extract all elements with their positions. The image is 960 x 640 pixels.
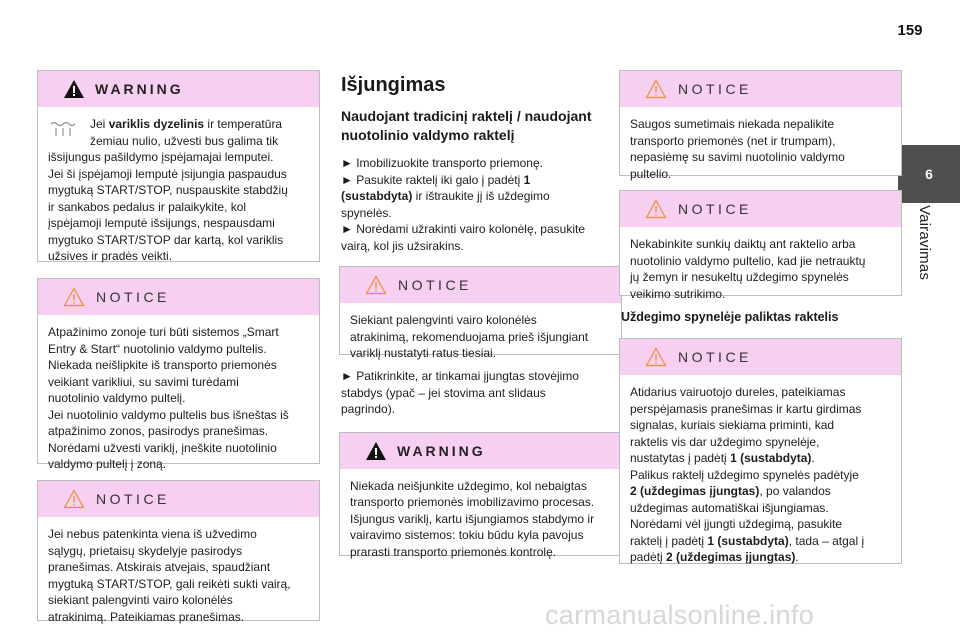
notice-line: signalas, kuriais siekiama priminti, kad — [630, 418, 835, 432]
notice-line: nepasiėmę su savimi nuotolinio valdymo — [630, 150, 845, 164]
notice-title: NOTICE — [96, 289, 170, 305]
notice-body — [620, 227, 901, 312]
notice-line: perspėjamasis pranešimas ir kartu girdimas — [630, 401, 862, 416]
step-line: ► Imobilizuokite transporto priemonę. — [341, 156, 543, 170]
notice-line: siekiant palengvinti vairo kolonėlės — [48, 593, 233, 607]
notice-line: raktelį į padėtį 1 (sustabdyta), tada – atgal į — [630, 533, 865, 548]
check-line: stabdys (ypač – jei stovima ant slidaus — [341, 385, 546, 400]
chapter-title: Vairavimas — [916, 205, 933, 281]
notice-box-conditions — [37, 480, 320, 624]
column-1 — [37, 70, 320, 624]
warning-line: užsives ir pradės veikti. — [48, 249, 173, 263]
notice-box-key-left — [619, 338, 902, 564]
step-line: spynelės. — [341, 205, 392, 220]
warning-line: ir sankabos pedalus ir palaikykite, kol — [48, 199, 247, 214]
warning-box-ignition — [339, 432, 622, 559]
notice-line: Nekabinkite sunkių daiktų ant raktelio arba — [630, 237, 856, 251]
notice-body — [340, 303, 621, 372]
check-line: pagrindo). — [341, 402, 396, 416]
notice-line: Atpažinimo zonoje turi būti sistemos „Smart — [48, 325, 279, 339]
glow-plug-icon — [48, 120, 84, 144]
notice-line: mygtuką START/STOP, gali reikėti sukti vairą, — [48, 576, 291, 591]
notice-line: atrakinimą. Pateikiamas pranešimas. — [48, 609, 245, 624]
column-3 — [619, 70, 902, 564]
notice-triangle-icon — [645, 79, 667, 99]
notice-line: Saugos sumetimais niekada nepalikite — [630, 117, 835, 131]
notice-triangle-icon — [645, 347, 667, 367]
notice-triangle-icon — [365, 275, 387, 295]
notice-triangle-icon — [63, 489, 85, 509]
warning-line: prarasti transporto priemonės kontrolę. — [350, 544, 557, 559]
page-number: 159 — [897, 22, 923, 39]
notice-header — [620, 339, 901, 375]
warning-line: transporto priemonės imobilizavimo procesas. — [350, 495, 595, 509]
warning-line: Jei variklis dyzelinis ir temperatūra — [90, 117, 283, 131]
notice-body — [38, 517, 319, 635]
warning-box-diesel — [37, 70, 320, 262]
notice-line: nuotolinio valdymo pultelį. — [48, 391, 186, 405]
notice-line: Atidarius vairuotojo dureles, pateikiamas — [630, 385, 846, 399]
notice-header — [620, 71, 901, 107]
notice-line: Norėdami vėl įjungti uždegimą, pasukite — [630, 517, 843, 531]
notice-line: transporto priemonės (net ir trumpam), — [630, 133, 836, 148]
notice-header — [620, 191, 901, 227]
notice-title: NOTICE — [678, 201, 752, 217]
notice-line: uždegimas automatiškai išjungiamas. — [630, 500, 829, 515]
notice-line: valdymo pultelį į zoną. — [48, 457, 167, 471]
notice-line: sąlygų, prietaisų skydelyje pasirodys — [48, 543, 243, 558]
section-title: Išjungimas — [341, 74, 446, 96]
notice-box-smart-entry — [37, 278, 320, 471]
notice-line: Niekada neišlipkite iš transporto priemonės — [48, 358, 277, 372]
watermark: carmanualsonline.info — [545, 600, 814, 630]
notice-line: nuotolinio valdymo pultelio, kad jie netrauktų — [630, 253, 866, 268]
notice-box-steering — [339, 266, 622, 360]
notice-line: pranešimas. Atskirais atvejais, spaudžiant — [48, 560, 271, 574]
notice-title: NOTICE — [678, 349, 752, 365]
warning-header — [38, 71, 319, 107]
notice-line: raktelis vis dar uždegimo spynelėje, — [630, 434, 820, 449]
section-subtitle: Naudojant tradicinį raktelį / naudojant nuotolinio valdymo raktelį — [341, 108, 592, 143]
notice-line: Jei nuotolinio valdymo pultelis bus išneštas iš — [48, 407, 289, 422]
key-left-heading: Uždegimo spynelėje paliktas raktelis — [621, 310, 839, 324]
notice-header — [38, 279, 319, 315]
chapter-tab — [898, 145, 960, 545]
chapter-number: 6 — [898, 145, 960, 203]
notice-box-remote — [619, 70, 902, 181]
step-line: vairą, kol jis užsirakins. — [341, 238, 464, 253]
notice-triangle-icon — [645, 199, 667, 219]
step-line: ► Norėdami užrakinti vairo kolonėlę, pasukite — [341, 222, 585, 236]
notice-line: jų žemyn ir nesukeltų uždegimo spynelės — [630, 270, 849, 284]
warning-header — [340, 433, 621, 469]
notice-line: veikimo sutrikimo. — [630, 286, 726, 301]
notice-line: atpažinimo zonos, pasirodys pranešimas. — [48, 424, 269, 438]
warning-line: Niekada neišjunkite uždegimo, kol nebaigtas — [350, 478, 587, 493]
warning-line: mygtuko START/STOP dar kartą, kol variklis — [48, 232, 284, 247]
warning-triangle-icon — [365, 441, 387, 461]
warning-line: Išjungus variklį, kartu išjungiamos stabdymo ir — [350, 511, 595, 526]
notice-box-heavy-objects — [619, 190, 902, 301]
notice-title: NOTICE — [96, 491, 170, 507]
notice-body — [620, 107, 901, 192]
column-2 — [339, 70, 622, 559]
notice-line: Jei nebus patenkinta viena iš užvedimo — [48, 527, 257, 541]
notice-line: atrakinimą, rekomenduojama prieš išjungiant — [350, 329, 589, 344]
notice-line: Palikus raktelį uždegimo spynelės padėtyje — [630, 467, 859, 482]
warning-line: išsijungus pašildymo įspėjamajai lemputei. — [48, 150, 274, 164]
notice-line: nustatytas į padėtį 1 (sustabdyta). — [630, 451, 815, 465]
notice-line: Entry & Start“ nuotolinio valdymo pultelis. — [48, 341, 267, 356]
warning-line: mygtuką START/STOP, nuspauskite stabdžių — [48, 183, 288, 197]
warning-line: įspėjamoji lemputė išsijungs, nespausdami — [48, 216, 275, 230]
notice-title: NOTICE — [398, 277, 472, 293]
notice-line: Siekiant palengvinti vairo kolonėlės — [350, 313, 537, 327]
warning-title: WARNING — [95, 81, 184, 97]
notice-line: pultelio. — [630, 166, 672, 181]
warning-triangle-icon — [63, 79, 85, 99]
notice-header — [38, 481, 319, 517]
notice-line: veikiant varikliui, su savimi turėdami — [48, 374, 239, 389]
warning-title: WARNING — [397, 442, 486, 459]
parking-brake-check — [341, 368, 622, 418]
notice-header — [340, 267, 621, 303]
warning-line: vairavimo sistemos: tokiu būdu kyla pavojus — [350, 528, 584, 542]
notice-body — [620, 375, 901, 576]
warning-line: Jei ši įspėjamoji lemputė įsijungia paspaudus — [48, 166, 287, 181]
step-line: (sustabdyta) ir ištraukite jį iš uždegimo — [341, 189, 550, 203]
notice-triangle-icon — [63, 287, 85, 307]
notice-line: 2 (uždegimas įjungtas), po valandos — [630, 484, 831, 498]
shutdown-steps — [341, 155, 622, 254]
notice-line: Norėdami užvesti variklį, įneškite nuotolinio — [48, 440, 277, 455]
warning-line: žemiau nulio, užvesti bus galima tik — [90, 133, 279, 148]
step-line: ► Pasukite raktelį iki galo į padėtį 1 — [341, 172, 531, 187]
notice-line: padėtį 2 (uždegimas įjungtas). — [630, 550, 799, 564]
notice-line: variklį nustatyti ratus tiesiai. — [350, 346, 497, 360]
notice-title: NOTICE — [678, 81, 752, 97]
check-line: ► Patikrinkite, ar tinkamai įjungtas stovėjimo — [341, 369, 579, 383]
warning-body — [38, 107, 319, 275]
notice-body — [38, 315, 319, 483]
warning-body — [340, 469, 621, 571]
